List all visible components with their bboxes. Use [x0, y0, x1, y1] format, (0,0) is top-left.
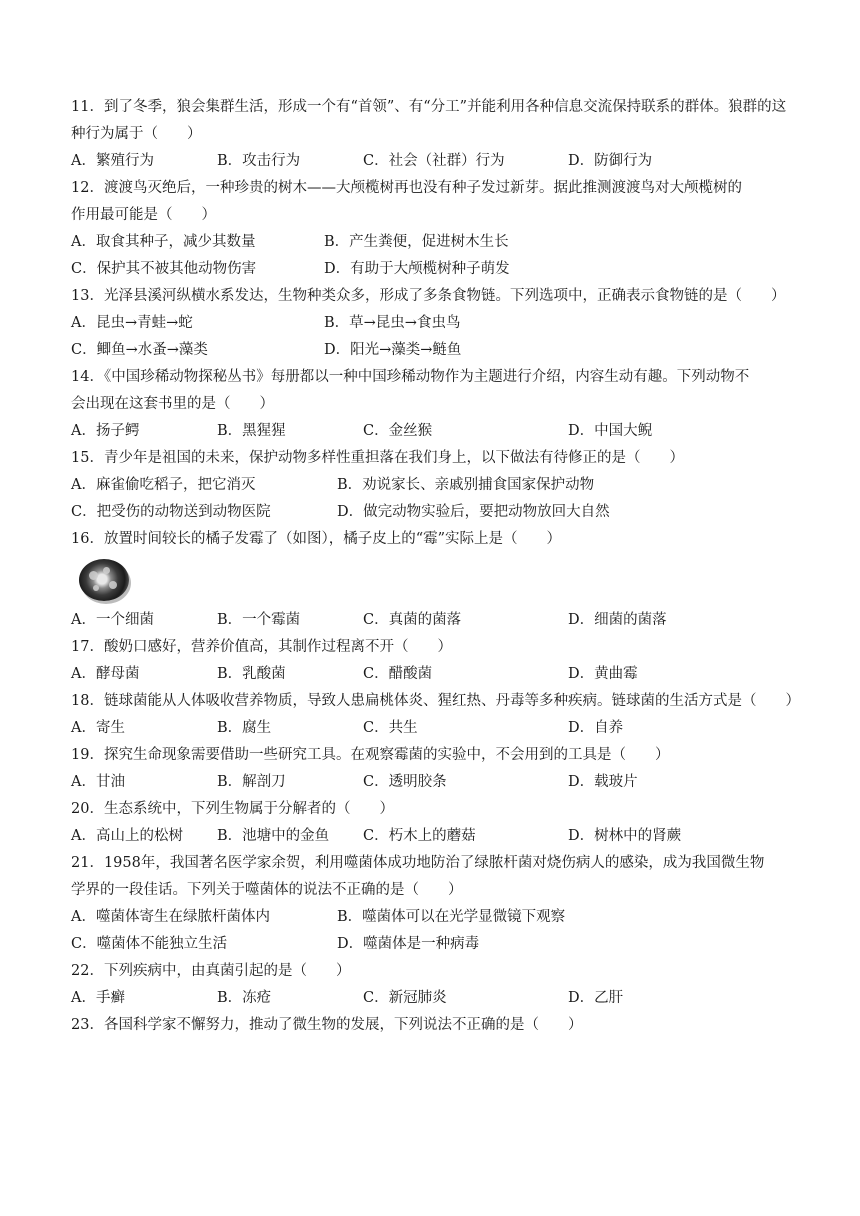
question-stem: 19．探究生命现象需要借助一些研究工具。在观察霉菌的实验中，不会用到的工具是（ ）: [71, 747, 670, 763]
option-C[interactable]: C．新冠肺炎: [363, 990, 447, 1006]
question-17: [71, 634, 796, 688]
option-A[interactable]: A．一个细菌: [71, 612, 154, 628]
question-stem: 13．光泽县溪河纵横水系发达，生物种类众多，形成了多条食物链。下列选项中，正确表示食物链的是（ ）: [71, 288, 786, 304]
option-B[interactable]: B．一个霉菌: [217, 612, 301, 628]
question-18: [71, 688, 800, 742]
question-11: [71, 94, 796, 175]
question-stem: 15．青少年是祖国的未来，保护动物多样性重担落在我们身上，以下做法有待修正的是（ ）: [71, 450, 684, 466]
option-B[interactable]: B．腐生: [217, 720, 272, 736]
option-row: [71, 607, 796, 634]
option-row: [71, 769, 796, 796]
option-D[interactable]: D．防御行为: [568, 153, 653, 169]
moldy-orange-image: [79, 559, 129, 601]
option-row: [71, 985, 796, 1012]
option-A[interactable]: A．昆虫→青蛙→蛇: [71, 315, 193, 331]
option-C[interactable]: C．醋酸菌: [363, 666, 433, 682]
option-A[interactable]: A．甘油: [71, 774, 125, 790]
option-row: [71, 418, 796, 445]
option-C[interactable]: C．保护其不被其他动物伤害: [71, 261, 257, 277]
option-B[interactable]: B．劝说家长、亲戚别捕食国家保护动物: [337, 477, 595, 493]
option-row: [71, 472, 796, 499]
option-C[interactable]: C．共生: [363, 720, 418, 736]
mold-spot: [109, 581, 117, 589]
option-A[interactable]: A．高山上的松树: [71, 828, 183, 844]
option-D[interactable]: D．树林中的肾蕨: [568, 828, 682, 844]
option-row: [71, 904, 796, 931]
option-B[interactable]: B．冻疮: [217, 990, 272, 1006]
option-D[interactable]: D．有助于大颅榄树种子萌发: [324, 261, 510, 277]
option-row: [71, 715, 796, 742]
question-stem: 21．1958年，我国著名医学家余贺，利用噬菌体成功地防治了绿脓杆菌对烧伤病人的感染，成为我国微生物: [71, 855, 765, 871]
option-C[interactable]: C．金丝猴: [363, 423, 433, 439]
question-21: [71, 850, 796, 958]
option-C[interactable]: C．鲫鱼→水蚤→藻类: [71, 342, 208, 358]
option-D[interactable]: D．细菌的菌落: [568, 612, 667, 628]
question-13: [71, 283, 796, 364]
option-C[interactable]: C．真菌的菌落: [363, 612, 462, 628]
option-D[interactable]: D．黄曲霉: [568, 666, 638, 682]
question-stem-continued: 学界的一段佳话。下列关于噬菌体的说法不正确的是（ ）: [71, 882, 463, 898]
option-row: [71, 229, 796, 256]
option-D[interactable]: D．中国大鲵: [568, 423, 653, 439]
option-D[interactable]: D．做完动物实验后，要把动物放回大自然: [337, 504, 610, 520]
question-stem: 17．酸奶口感好，营养价值高，其制作过程离不开（ ）: [71, 639, 452, 655]
option-B[interactable]: B．池塘中的金鱼: [217, 828, 330, 844]
question-19: [71, 742, 796, 796]
option-B[interactable]: B．黑猩猩: [217, 423, 286, 439]
option-C[interactable]: C．把受伤的动物送到动物医院: [71, 504, 271, 520]
option-D[interactable]: D．噬菌体是一种病毒: [337, 936, 480, 952]
question-stem: 18．链球菌能从人体吸收营养物质，导致人患扁桃体炎、猩红热、丹毒等多种疾病。链球菌的生活方式是（ ）: [71, 693, 800, 709]
question-12: [71, 175, 796, 283]
question-list: [71, 94, 800, 1039]
option-B[interactable]: B．产生粪便，促进树木生长: [324, 234, 509, 250]
question-stem: 14．《中国珍稀动物探秘丛书》每册都以一种中国珍稀动物作为主题进行介绍，内容生动有趣。下列动物不: [71, 369, 750, 385]
option-A[interactable]: A．酵母菌: [71, 666, 140, 682]
option-D[interactable]: D．乙肝: [568, 990, 624, 1006]
option-row: [71, 310, 796, 337]
question-stem: 23．各国科学家不懈努力，推动了微生物的发展，下列说法不正确的是（ ）: [71, 1017, 583, 1033]
question-stem: 22．下列疾病中，由真菌引起的是（ ）: [71, 963, 351, 979]
question-23: [71, 1012, 796, 1039]
question-stem-continued: 作用最可能是（ ）: [71, 207, 216, 223]
option-row: [71, 499, 796, 526]
option-row: [71, 661, 796, 688]
question-stem: 12．渡渡鸟灭绝后，一种珍贵的树木——大颅榄树再也没有种子发过新芽。据此推测渡渡鸟对大颅榄树的: [71, 180, 742, 196]
option-row: [71, 256, 796, 283]
option-row: [71, 931, 796, 958]
option-A[interactable]: A．手癣: [71, 990, 125, 1006]
option-D[interactable]: D．阳光→藻类→鲢鱼: [324, 342, 462, 358]
option-A[interactable]: A．麻雀偷吃稻子，把它消灭: [71, 477, 256, 493]
option-A[interactable]: A．寄生: [71, 720, 125, 736]
option-A[interactable]: A．扬子鳄: [71, 423, 140, 439]
option-A[interactable]: A．噬菌体寄生在绿脓杆菌体内: [71, 909, 270, 925]
option-A[interactable]: A．取食其种子，减少其数量: [71, 234, 256, 250]
question-stem: 16．放置时间较长的橘子发霉了（如图），橘子皮上的“霉”实际上是（ ）: [71, 531, 562, 547]
mold-spot: [103, 567, 110, 574]
option-A[interactable]: A．繁殖行为: [71, 153, 154, 169]
question-22: [71, 958, 796, 1012]
option-B[interactable]: B．草→昆虫→食虫鸟: [324, 315, 461, 331]
mold-spot: [89, 571, 98, 580]
question-15: [71, 445, 796, 526]
option-C[interactable]: C．透明胶条: [363, 774, 447, 790]
option-B[interactable]: B．攻击行为: [217, 153, 301, 169]
question-20: [71, 796, 796, 850]
question-14: [71, 364, 796, 445]
option-row: [71, 823, 796, 850]
moldy-orange-figure: [71, 553, 796, 607]
option-B[interactable]: B．解剖刀: [217, 774, 286, 790]
option-D[interactable]: D．自养: [568, 720, 624, 736]
question-16: [71, 526, 796, 634]
option-row: [71, 148, 796, 175]
option-B[interactable]: B．乳酸菌: [217, 666, 286, 682]
option-B[interactable]: B．噬菌体可以在光学显微镜下观察: [337, 909, 566, 925]
question-stem-continued: 会出现在这套书里的是（ ）: [71, 396, 274, 412]
option-C[interactable]: C．朽木上的蘑菇: [363, 828, 476, 844]
question-stem: 20．生态系统中，下列生物属于分解者的（ ）: [71, 801, 394, 817]
option-row: [71, 337, 796, 364]
question-stem-continued: 种行为属于（ ）: [71, 126, 202, 142]
question-stem: 11．到了冬季，狼会集群生活，形成一个有“首领”、有“分工”并能利用各种信息交流保持联系的群体。狼群的这: [71, 99, 787, 115]
mold-spot: [93, 585, 99, 591]
option-C[interactable]: C．噬菌体不能独立生活: [71, 936, 228, 952]
option-D[interactable]: D．载玻片: [568, 774, 638, 790]
option-C[interactable]: C．社会（社群）行为: [363, 153, 505, 169]
